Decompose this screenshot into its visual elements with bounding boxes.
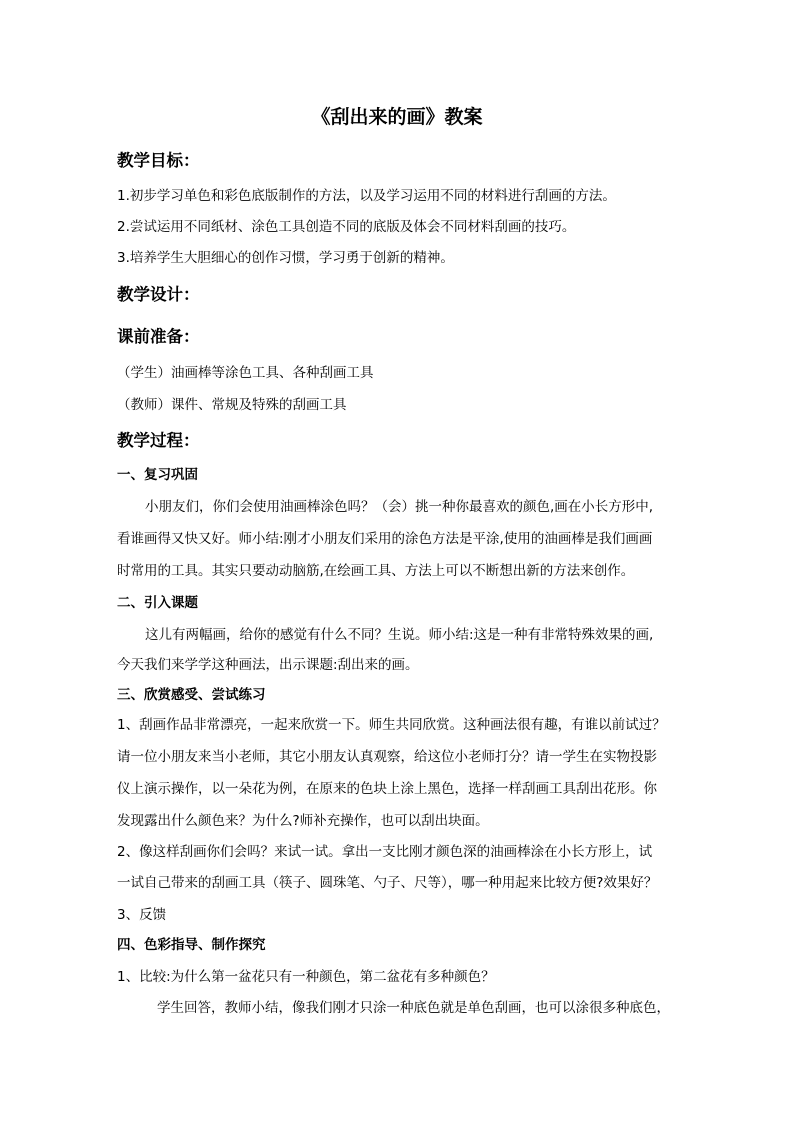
paragraph-line: 小朋友们，你们会使用油画棒涂色吗？（会）挑一种你最喜欢的颜色,画在小长方形中, (145, 499, 654, 515)
paragraph-line: 发现露出什么颜色来？为什么?师补充操作，也可以刮出块面。 (117, 813, 489, 829)
paragraph-line: 2、像这样刮画你们会吗？来试一试。拿出一支比刚才颜色深的油画棒涂在小长方形上，试 (117, 844, 653, 860)
heading-teaching-goals: 教学目标： (117, 151, 200, 170)
paragraph-line: 学生回答，教师小结，像我们刚才只涂一种底色就是单色刮画，也可以涂很多种底色， (157, 1000, 670, 1016)
heading-preparation: 课前准备： (117, 327, 200, 346)
paragraph-line: 这儿有两幅画，给你的感觉有什么不同？生说。师小结:这是一种有非常特殊效果的画, (145, 627, 654, 643)
prep-item-teacher: （教师）课件、常规及特殊的刮画工具 (117, 397, 347, 413)
paragraph-line: 3、反馈 (117, 907, 167, 923)
goal-item-1: 1.初步学习单色和彩色底版制作的方法，以及学习运用不同的材料进行刮画的方法。 (117, 188, 616, 204)
section-heading-appreciate: 三、欣赏感受、尝试练习 (117, 687, 266, 703)
heading-teaching-design: 教学设计： (117, 285, 200, 304)
goal-item-2: 2.尝试运用不同纸材、涂色工具创造不同的底版及体会不同材料刮画的技巧。 (117, 219, 576, 235)
paragraph-line: 仪上演示操作，以一朵花为例，在原来的色块上涂上黑色，选择一样刮画工具刮出花形。你 (117, 781, 657, 797)
section-heading-color-guidance: 四、色彩指导、制作探究 (117, 937, 266, 953)
paragraph-line: 看谁画得又快又好。师小结:刚才小朋友们采用的涂色方法是平涂,使用的油画棒是我们画画 (117, 531, 653, 547)
paragraph-line: 一试自己带来的刮画工具（筷子、圆珠笔、勺子、尺等），哪一种用起来比较方便?效果好？ (117, 875, 658, 891)
paragraph-line: 请一位小朋友来当小老师，其它小朋友认真观察，给这位小老师打分？请一学生在实物投影 (117, 749, 657, 765)
document-title: 《刮出来的画》教案 (311, 106, 483, 128)
prep-item-student: （学生）油画棒等涂色工具、各种刮画工具 (117, 365, 374, 381)
heading-teaching-process: 教学过程： (117, 431, 200, 450)
section-heading-introduce: 二、引入课题 (117, 595, 198, 611)
goal-item-3: 3.培养学生大胆细心的创作习惯，学习勇于创新的精神。 (117, 250, 454, 266)
paragraph-line: 1、比较:为什么第一盆花只有一种颜色，第二盆花有多种颜色？ (117, 969, 495, 985)
paragraph-line: 1、刮画作品非常漂亮，一起来欣赏一下。师生共同欣赏。这种画法很有趣，有谁以前试过？ (117, 717, 666, 733)
paragraph-line: 时常用的工具。其实只要动动脑筋,在绘画工具、方法上可以不断想出新的方法来创作。 (117, 563, 635, 579)
section-heading-review: 一、复习巩固 (117, 467, 198, 483)
paragraph-line: 今天我们来学学这种画法，出示课题:刮出来的画。 (117, 657, 419, 673)
